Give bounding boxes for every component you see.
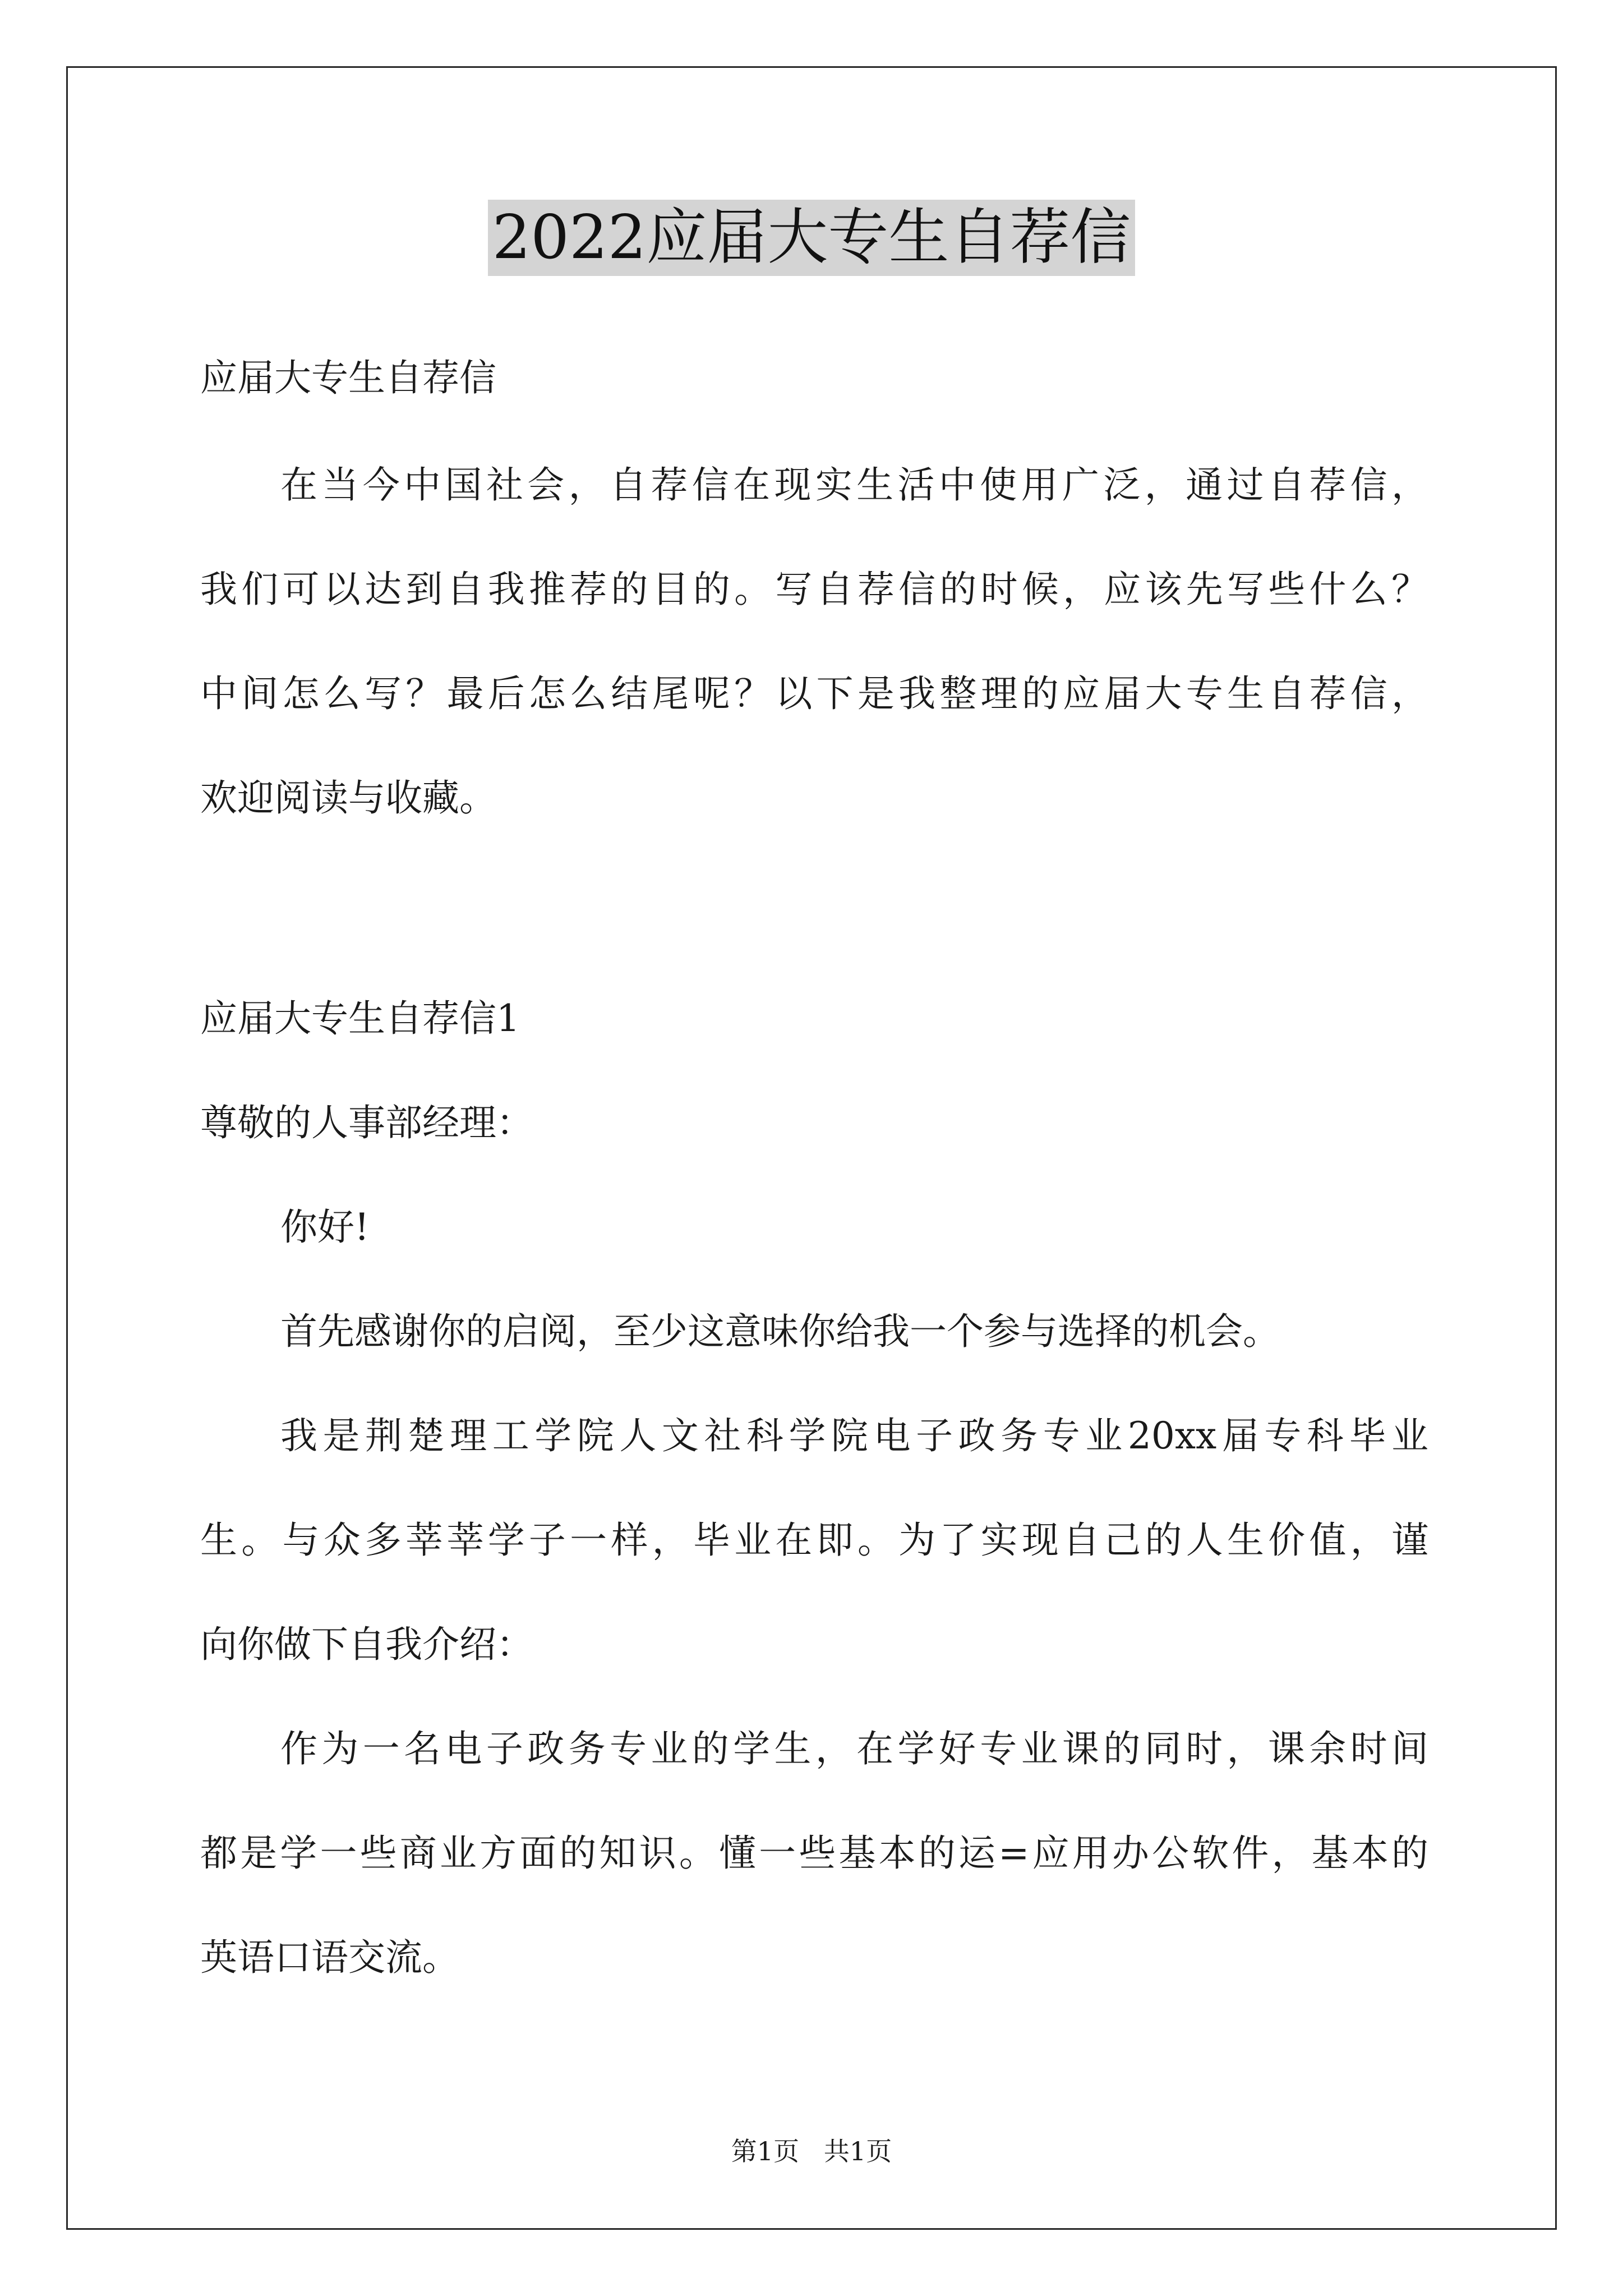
title-container	[0, 200, 1623, 276]
document-title: 2022应届大专生自荐信	[488, 200, 1136, 276]
body-line-7: 英语口语交流。	[200, 1936, 459, 1979]
intro-line-4: 欢迎阅读与收藏。	[200, 776, 496, 820]
salutation: 尊敬的人事部经理：	[200, 1101, 533, 1144]
page-footer: 第1页 共1页	[731, 2136, 892, 2166]
greeting: 你好!	[280, 1205, 370, 1249]
letter-heading: 应届大专生自荐信1	[200, 997, 520, 1040]
body-line-1: 首先感谢你的启阅，至少这意味你给我一个参与选择的机会。	[280, 1310, 1280, 1353]
document-subtitle: 应届大专生自荐信	[200, 356, 496, 399]
body-line-2: 我是荆楚理工学院人文社科学院电子政务专业20xx届专科毕业	[280, 1414, 1428, 1457]
intro-line-1: 在当今中国社会，自荐信在现实生活中使用广泛，通过自荐信，	[280, 463, 1428, 507]
intro-line-2: 我们可以达到自我推荐的目的。写自荐信的时候，应该先写些什么？	[200, 568, 1428, 611]
intro-line-3: 中间怎么写？最后怎么结尾呢？以下是我整理的应届大专生自荐信，	[200, 672, 1428, 715]
body-line-6: 都是学一些商业方面的知识。懂一些基本的运=应用办公软件，基本的	[200, 1832, 1428, 1875]
body-line-5: 作为一名电子政务专业的学生，在学好专业课的同时，课余时间	[280, 1727, 1428, 1770]
body-line-3: 生。与众多莘莘学子一样，毕业在即。为了实现自己的人生价值，谨	[200, 1519, 1428, 1562]
body-line-4: 向你做下自我介绍：	[200, 1623, 533, 1666]
